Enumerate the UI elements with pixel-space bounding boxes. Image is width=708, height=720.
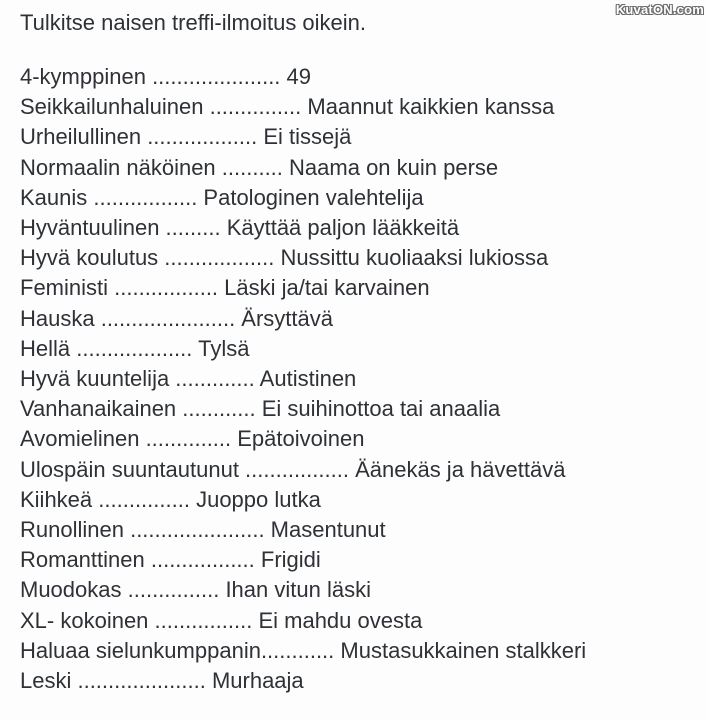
term-label: Hyvä koulutus xyxy=(20,245,159,271)
term-label: Ulospäin suuntautunut xyxy=(20,456,239,482)
meaning-label: Läski ja/tai karvainen xyxy=(224,275,430,301)
list-item xyxy=(20,515,698,545)
page-title: Tulkitse naisen treffi-ilmoitus oikein. xyxy=(20,10,367,35)
meaning-label: Epätoivoinen xyxy=(237,426,365,452)
list-item xyxy=(20,153,698,183)
dot-leader: ...................... xyxy=(123,517,271,543)
list-item xyxy=(20,545,698,575)
list-item xyxy=(20,666,698,696)
term-label: Hellä xyxy=(20,335,71,361)
meaning-label: Tylsä xyxy=(198,335,250,361)
term-label: Urheilullinen xyxy=(20,124,142,150)
meaning-label: Ärsyttävä xyxy=(241,305,333,331)
list-item xyxy=(20,213,698,243)
meaning-label: Käyttää paljon lääkkeitä xyxy=(226,215,460,241)
list-item xyxy=(20,394,698,424)
dot-leader: .................. xyxy=(158,245,281,271)
dot-leader: ............... xyxy=(203,94,308,120)
list-item xyxy=(20,485,698,515)
dot-leader: .......... xyxy=(215,154,290,180)
meaning-label: Ei mahdu ovesta xyxy=(258,607,423,633)
list-item xyxy=(20,304,698,334)
list-item xyxy=(20,243,698,273)
list-item xyxy=(20,122,698,152)
dot-leader: ................. xyxy=(87,184,204,210)
dot-leader: ............ xyxy=(176,396,262,422)
list-item xyxy=(20,183,698,213)
term-label: Romanttinen xyxy=(20,547,145,573)
term-label: 4-kymppinen xyxy=(20,64,146,89)
term-label: Haluaa sielunkumppanin xyxy=(20,637,261,663)
meaning-label: Ihan vitun läski xyxy=(225,577,371,603)
list-item xyxy=(20,424,698,454)
term-label: Feministi xyxy=(20,275,109,301)
dot-leader: .................. xyxy=(141,124,264,150)
meaning-label: Ei tissejä xyxy=(263,124,352,150)
dot-leader: ............... xyxy=(92,486,197,512)
meaning-label: Ei suihinottoa tai anaalia xyxy=(261,396,501,422)
list-item xyxy=(20,273,698,303)
term-label: Runollinen xyxy=(20,517,124,543)
dot-leader: ................ xyxy=(148,607,259,633)
term-label: Hyvä kuuntelija xyxy=(20,366,170,392)
meaning-label: Juoppo lutka xyxy=(196,486,321,512)
list-item xyxy=(20,455,698,485)
dating-ad-list xyxy=(20,62,698,696)
meaning-label: Frigidi xyxy=(260,547,321,573)
term-label: Kiihkeä xyxy=(20,486,93,512)
list-item xyxy=(20,606,698,636)
dot-leader: ..................... xyxy=(71,668,212,694)
term-label: Hyväntuulinen xyxy=(20,215,160,241)
term-label: Avomielinen xyxy=(20,426,140,452)
dot-leader: ..................... xyxy=(145,64,287,89)
meaning-label: Mustasukkainen stalkkeri xyxy=(340,637,587,663)
meaning-label: Naama on kuin perse xyxy=(289,154,499,180)
list-item xyxy=(20,575,698,605)
term-label: Kaunis xyxy=(20,184,88,210)
dot-leader: ................... xyxy=(70,335,199,361)
meaning-label: Äänekäs ja hävettävä xyxy=(355,456,566,482)
list-item xyxy=(20,92,698,122)
dot-leader: ................. xyxy=(144,547,261,573)
dot-leader: ...................... xyxy=(94,305,242,331)
watermark: KuvatON.com xyxy=(615,2,704,17)
meaning-label: Masentunut xyxy=(270,517,386,543)
list-item xyxy=(20,636,698,666)
term-label: Muodokas xyxy=(20,577,122,603)
term-label: Hauska xyxy=(20,305,95,331)
dot-leader: ............. xyxy=(169,366,260,392)
dot-leader: .............. xyxy=(139,426,238,452)
dot-leader: ............... xyxy=(121,577,226,603)
meaning-label: 49 xyxy=(286,64,312,89)
term-label: Normaalin näköinen xyxy=(20,154,216,180)
term-label: Leski xyxy=(20,668,72,694)
dot-leader: ................. xyxy=(238,456,356,482)
term-label: Seikkailunhaluinen xyxy=(20,94,204,120)
dot-leader: ............ xyxy=(260,637,341,663)
list-item xyxy=(20,62,698,92)
meaning-label: Nussittu kuoliaaksi lukiossa xyxy=(280,245,549,271)
meaning-label: Murhaaja xyxy=(211,668,304,694)
dot-leader: ................. xyxy=(108,275,225,301)
list-item xyxy=(20,364,698,394)
meaning-label: Maannut kaikkien kanssa xyxy=(307,94,555,120)
meaning-label: Patologinen valehtelija xyxy=(203,184,424,210)
meaning-label: Autistinen xyxy=(259,366,357,392)
dot-leader: ......... xyxy=(159,215,227,241)
term-label: Vanhanaikainen xyxy=(20,396,177,422)
term-label: XL- kokoinen xyxy=(20,607,149,633)
list-item xyxy=(20,334,698,364)
